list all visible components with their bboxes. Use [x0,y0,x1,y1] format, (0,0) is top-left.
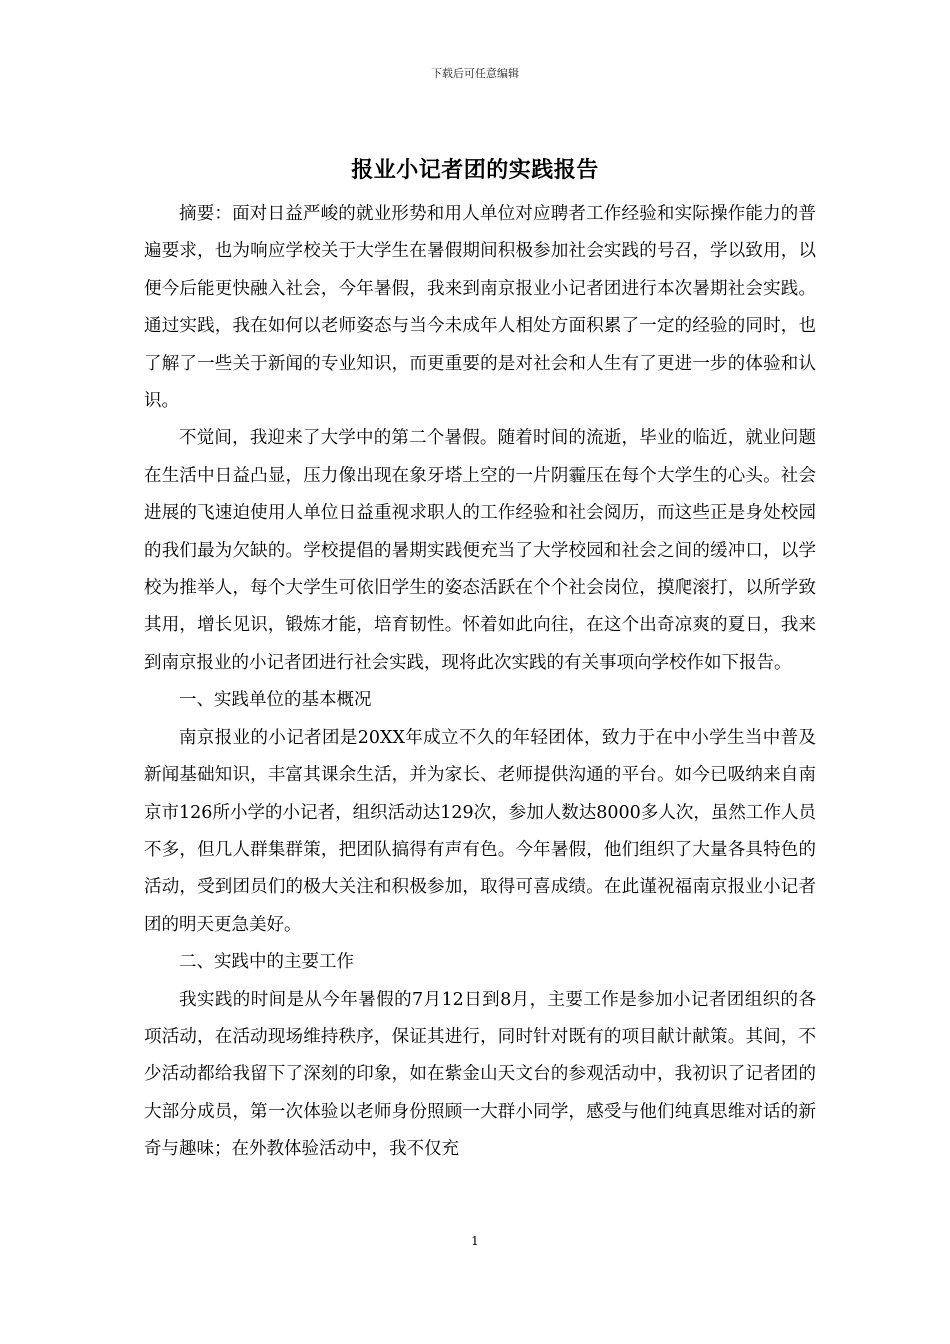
paragraph-intro: 不觉间，我迎来了大学中的第二个暑假。随着时间的流逝，毕业的临近，就业问题在生活中日益凸显，压力像出现在象牙塔上空的一片阴霾压在每个大学生的心头。社会进展的飞速迫使用人单位日益重视求职人的工作经验和社会阅历，而这些正是身处校园的我们最为欠缺的。学校提倡的暑期实践便充当了大学校园和社会之间的缓冲口，以学校为推举人，每个大学生可依旧学生的姿态活跃在个个社会岗位，摸爬滚打，以所学致其用，增长见识，锻炼才能，培育韧性。怀着如此向往，在这个出奇凉爽的夏日，我来到南京报业的小记者团进行社会实践，现将此次实践的有关事项向学校作如下报告。 [144,428,816,673]
paragraph-unit-overview: 南京报业的小记者团是20XX年成立不久的年轻团体，致力于在中小学生当中普及新闻基础知识，丰富其课余生活，并为家长、老师提供沟通的平台。如今已吸纳来自南京市126所小学的小记者，组织活动达129次，参加人数达8000多人次，虽然工作人员不多，但几人群集群策，把团队搞得有声有色。今年暑假，他们组织了大量各具特色的活动，受到团员们的极大关注和积极参加，取得可喜成绩。在此谨祝福南京报业小记者团的明天更急美好。 [144,727,816,935]
paragraph-abstract: 摘要：面对日益严峻的就业形势和用人单位对应聘者工作经验和实际操作能力的普遍要求，也为响应学校关于大学生在暑假期间积极参加社会实践的号召，学以致用，以便今后能更快融入社会，今年暑假，我来到南京报业小记者团进行本次暑期社会实践。通过实践，我在如何以老师姿态与当今未成年人相处方面积累了一定的经验的同时，也了解了一些关于新闻的专业知识，而更重要的是对社会和人生有了更进一步的体验和认识。 [144,204,816,412]
document-title: 报业小记者团的实践报告 [351,157,599,183]
page-header: 下载后可任意编辑 [431,67,519,80]
document-body [144,196,816,1169]
section-heading-2: 二、实践中的主要工作 [179,952,354,973]
page-number: 1 [471,1234,479,1248]
section-heading-1: 一、实践单位的基本概况 [179,690,372,711]
paragraph-main-work: 我实践的时间是从今年暑假的7月12日到8月，主要工作是参加小记者团组织的各项活动，在活动现场维持秩序，保证其进行，同时针对既有的项目献计献策。其间，不少活动都给我留下了深刻的印象，如在紫金山天文台的参观活动中，我初识了记者团的大部分成员，第一次体验以老师身份照顾一大群小同学，感受与他们纯真思维对话的新奇与趣味；在外教体验活动中，我不仅充 [144,989,816,1160]
